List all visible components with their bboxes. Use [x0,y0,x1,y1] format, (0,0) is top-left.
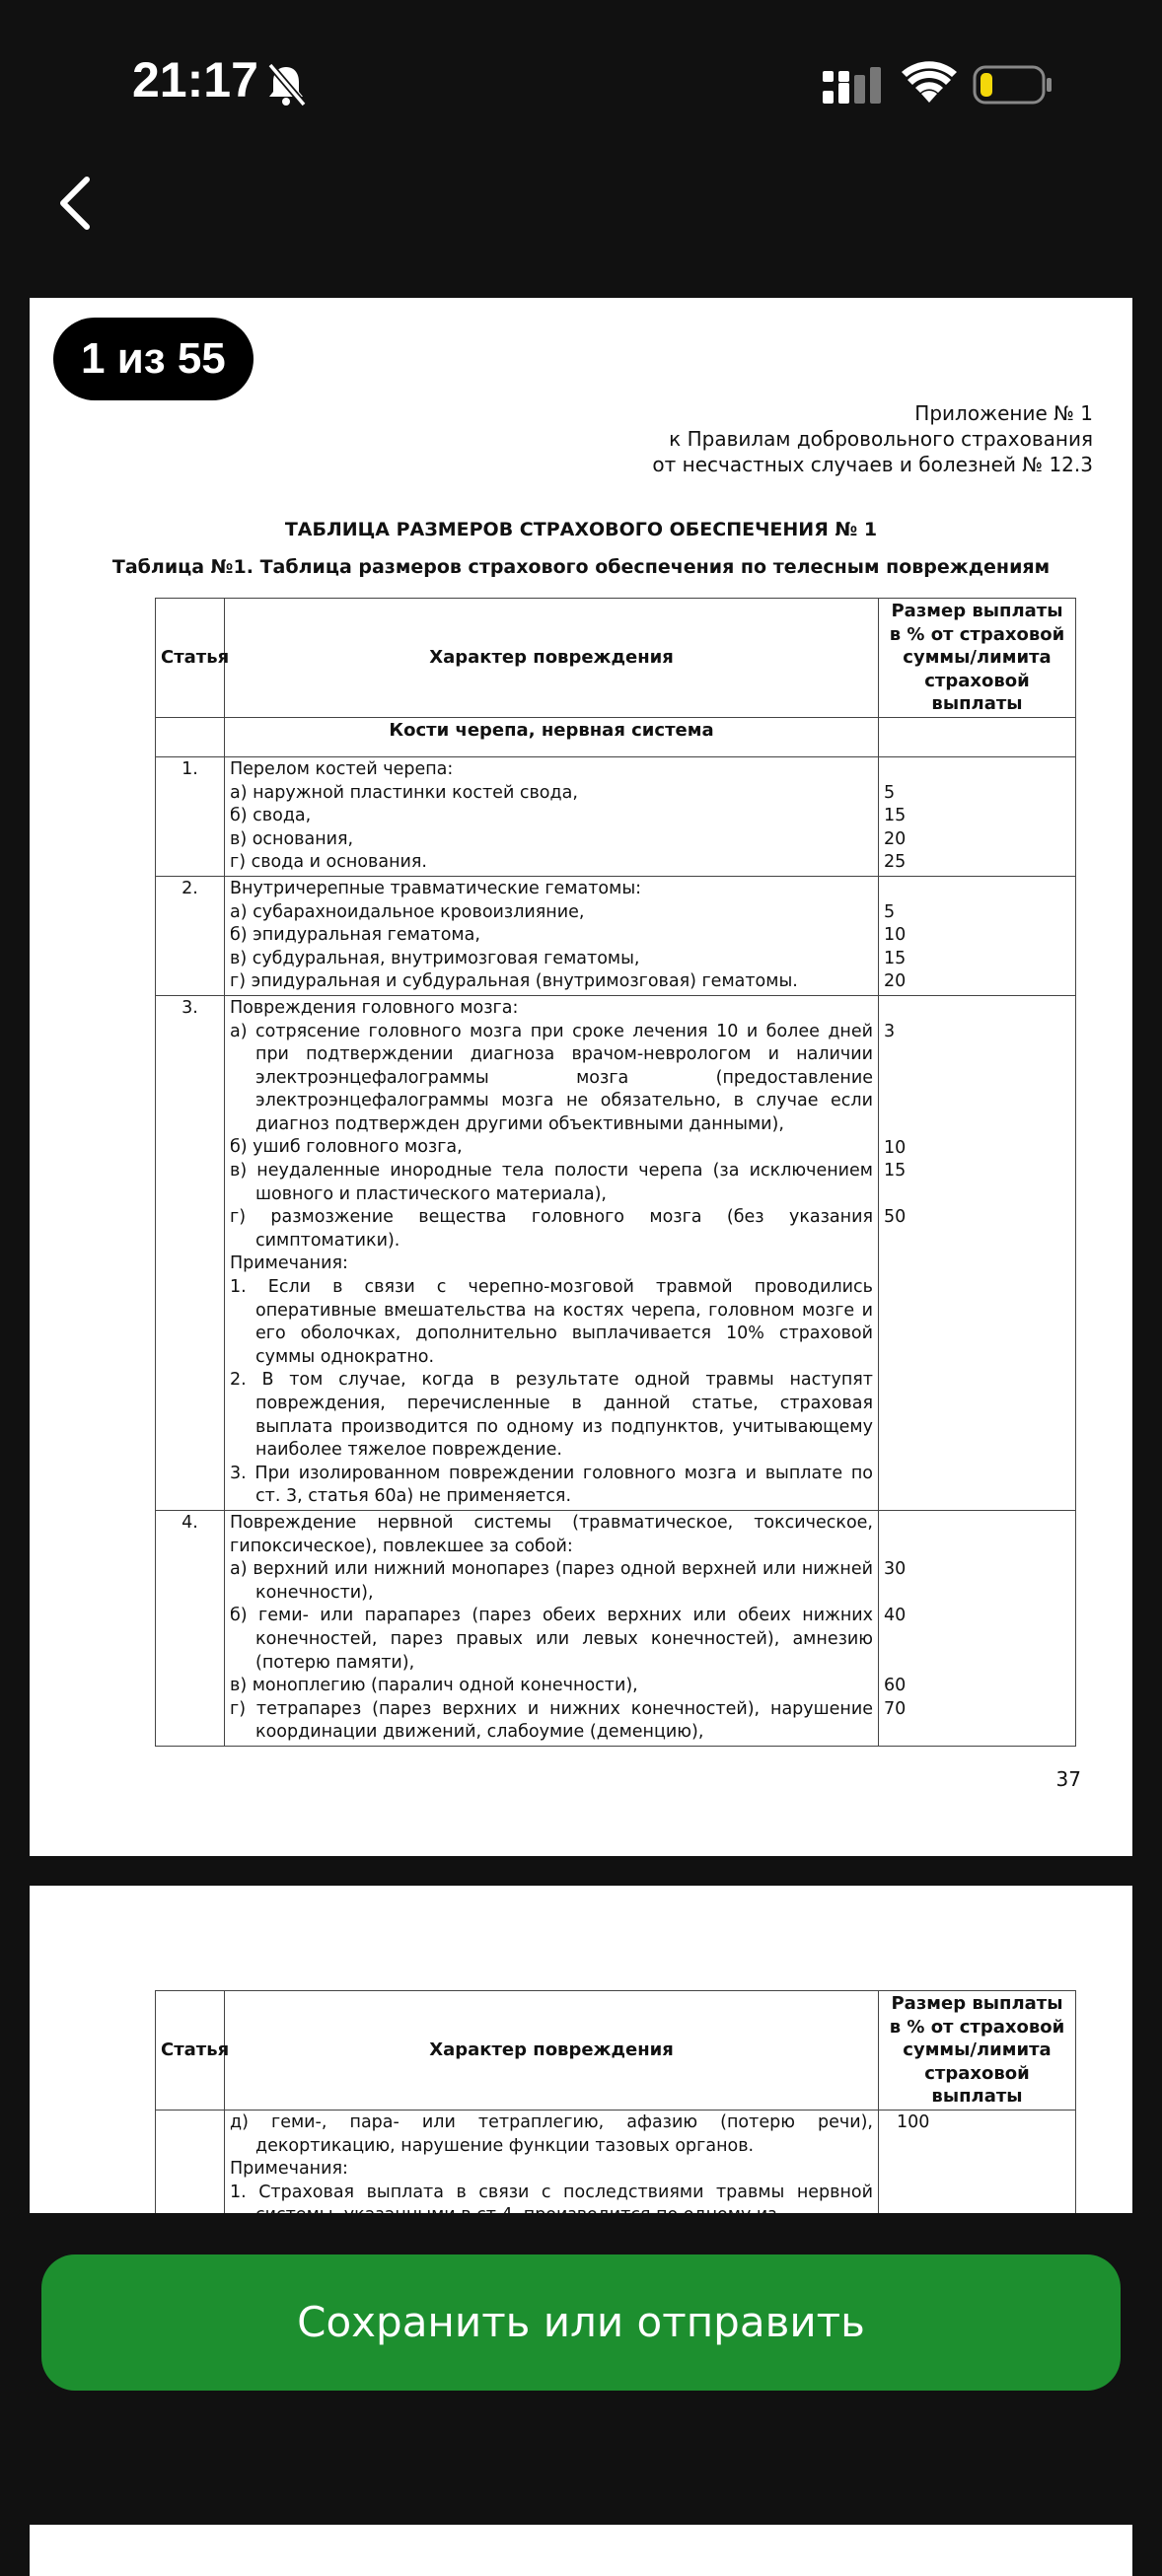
payment-percent: 50 [884,1207,907,1228]
payment-percent: 70 [884,1698,907,1719]
table-row [156,756,1076,876]
injury-line: г) свода и основания. [230,852,427,873]
injury-description [225,876,879,995]
header-payment: Размер выплаты в % от страховой суммы/лимита страховой выплаты [879,599,1076,718]
header-article: Статья [156,1991,225,2111]
section-title: Кости черепа, нервная система [225,717,879,756]
payment-percent: 3 [884,1021,896,1041]
header-payment: Размер выплаты в % от страховой суммы/лимита страховой выплаты [879,1991,1076,2111]
article-number: 4. [156,1510,225,1746]
payment-percent: 20 [884,971,907,992]
document-title: ТАБЛИЦА РАЗМЕРОВ СТРАХОВОГО ОБЕСПЕЧЕНИЯ № 1 [284,519,878,540]
injury-item: б) ушиб головного мозга, [230,1137,463,1158]
table-header-row [156,599,1076,718]
injury-line: б) эпидуральная гематома, [230,925,480,946]
save-or-send-button[interactable]: Сохранить или отправить [41,2254,1121,2391]
table-row [156,1510,1076,1746]
payment-percent: 10 [884,1137,907,1158]
injury-line: в) основания, [230,828,354,849]
table-header-row [156,1991,1076,2111]
injury-item: а) сотрясение головного мозга при сроке лечения 10 и более дней при подтверждении диагноза врачом-неврологом и наличии электроэнцефалограммы мозга (предоставление электроэнцефалограммы мозга не обязательно, в случае если диагноз подтвержден другими объективными данными), [230,1021,873,1134]
injury-line: в) субдуральная, внутримозговая гематомы, [230,948,640,968]
injury-item: а) верхний или нижний монопарез (парез одной верхней или нижней конечности), [230,1559,873,1603]
header-injury: Характер повреждения [225,599,879,718]
bell-muted-icon [264,61,308,108]
note-item: 2. В том случае, когда в результате одной травмы наступят повреждения, перечисленные в данной статье, страховая выплата производится по одному из подпунктов, учитывающему наиболее тяжелое повреждение. [230,1370,873,1461]
appendix-line: от несчастных случаев и болезней № 12.3 [652,453,1093,476]
payment-percent: 15 [884,1161,907,1181]
injury-item: в) моноплегию (паралич одной конечности), [230,1676,638,1696]
page-number: 37 [1055,1767,1081,1791]
injury-description [225,1510,879,1746]
article-number: 1. [156,756,225,876]
payment-percent: 15 [884,806,907,826]
injury-description [225,2110,879,2229]
wifi-icon [902,61,957,105]
payment-cell [879,756,1076,876]
status-time: 21:17 [132,52,258,107]
article-number: 3. [156,995,225,1510]
appendix-note [652,400,1093,477]
insurance-table [155,598,1076,1747]
payment-percent: 20 [884,828,907,849]
insurance-table-continued [155,1990,1076,2230]
injury-item: д) геми-, пара- или тетраплегию, афазию (потерю речи), декортикацию, нарушение функции тазовых органов. [230,2111,873,2156]
injury-item: в) неудаленные инородные тела полости черепа (за исключением шовного и пластического материала), [230,1161,873,1204]
note-item: 1. Страховая выплата в связи с последствиями травмы нервной [230,2182,873,2202]
note-item: 1. Если в связи с черепно-мозговой травмой проводились оперативные вмешательства на костях черепа, головном мозге и его оболочках, дополнительно выплачивается 10% страховой суммы однократно. [230,1277,873,1367]
injury-item: б) геми- или парапарез (парез обеих верхних или обеих нижних конечностей, парез правых или левых конечностей), амнезию (потерю памяти), [230,1606,873,1673]
payment-percent: 25 [884,852,907,873]
header-article: Статья [156,599,225,718]
appendix-line: к Правилам добровольного страхования [669,427,1093,451]
injury-line: Перелом костей черепа: [230,758,454,779]
page-counter: 1 из 55 [53,318,254,400]
injury-item: г) размозжение вещества головного мозга (без указания симптоматики). [230,1207,873,1251]
injury-description [225,756,879,876]
injury-line: г) эпидуральная и субдуральная (внутримозговая) гематомы. [230,971,798,992]
injury-line: б) свода, [230,806,312,826]
payment-cell [879,2110,1076,2229]
payment-cell [879,876,1076,995]
table-row [156,995,1076,1510]
article-number: 2. [156,876,225,995]
notes-title: Примечания: [230,2159,348,2180]
payment-percent: 30 [884,1559,907,1580]
injury-line: а) субарахноидальное кровоизлияние, [230,901,585,922]
injury-line: Внутричерепные травматические гематомы: [230,878,642,898]
note-item: 3. При изолированном повреждении головного мозга и выплате по ст. 3, статья 60а) не применяется. [230,1463,873,1507]
payment-cell [879,1510,1076,1746]
injury-item: г) тетрапарез (парез верхних и нижних конечностей), нарушение координации движений, слабоумие (деменцию), [230,1698,873,1743]
payment-cell [879,995,1076,1510]
payment-percent: 40 [884,1606,907,1626]
document-page-1 [30,298,1132,1856]
battery-low-icon [973,63,1053,107]
payment-percent: 15 [884,948,907,968]
table-row [156,2110,1076,2229]
section-row [156,717,1076,756]
payment-percent: 60 [884,1676,907,1696]
table-subtitle: Таблица №1. Таблица размеров страхового обеспечения по телесным повреждениям [111,556,1051,578]
injury-description [225,995,879,1510]
payment-percent: 5 [884,901,896,922]
header-injury: Характер повреждения [225,1991,879,2111]
notes-title: Примечания: [230,1253,348,1274]
appendix-line: Приложение № 1 [914,401,1093,425]
injury-line: Повреждение нервной системы (травматическое, токсическое, гипоксическое), повлекшее за собой: [230,1512,873,1556]
payment-percent: 10 [884,925,907,946]
table-row [156,876,1076,995]
back-chevron-icon[interactable] [55,174,95,233]
status-bar [0,0,1162,148]
injury-line: Повреждения головного мозга: [230,997,519,1018]
payment-percent: 100 [897,2111,930,2132]
injury-line: а) наружной пластинки костей свода, [230,782,578,803]
cellular-signal-icon [823,65,884,105]
payment-percent: 5 [884,782,896,803]
